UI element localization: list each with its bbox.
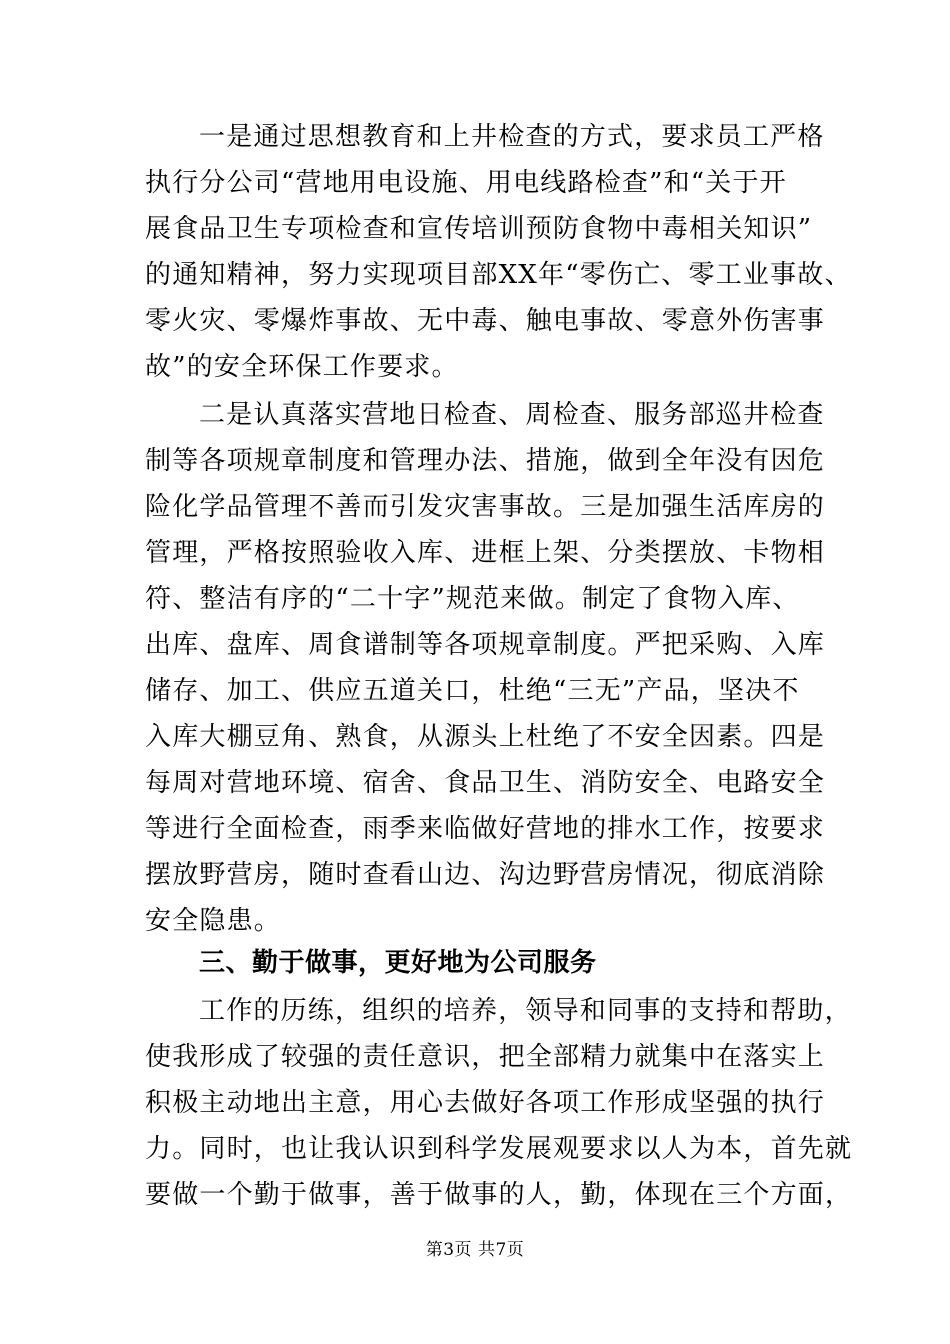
paragraph-3-line-3: 积极主动地出主意，用心去做好各项工作形成坚强的执行 xyxy=(145,1088,826,1118)
paragraph-3-line-4: 力。同时，也让我认识到科学发展观要求以人为本，首先就 xyxy=(145,1134,853,1164)
paragraph-2-line-10: 等进行全面检查，雨季来临做好营地的排水工作，按要求 xyxy=(145,814,826,844)
paragraph-1-line-1: 一是通过思想教育和上井检查的方式，要求员工严格 xyxy=(199,122,825,152)
paragraph-2-line-3: 险化学品管理不善而引发灾害事故。三是加强生活库房的 xyxy=(145,492,826,522)
paragraph-1-line-2: 执行分公司“营地用电设施、用电线路检查”和“关于开 xyxy=(145,168,787,198)
paragraph-2-line-8: 入库大棚豆角、熟食，从源头上杜绝了不安全因素。四是 xyxy=(145,722,826,752)
paragraph-1-line-6: 故”的安全环保工作要求。 xyxy=(145,352,459,382)
paragraph-2-line-7: 储存、加工、供应五道关口，杜绝“三无”产品，坚决不 xyxy=(145,676,800,706)
paragraph-2-line-1: 二是认真落实营地日检查、周检查、服务部巡井检查 xyxy=(199,400,825,430)
paragraph-2-line-11: 摆放野营房，随时查看山边、沟边野营房情况，彻底消除 xyxy=(145,860,826,890)
paragraph-1-line-3: 展食品卫生专项检查和宣传培训预防食物中毒相关知识” xyxy=(145,214,813,244)
paragraph-3-line-5: 要做一个勤于做事，善于做事的人，勤，体现在三个方面， xyxy=(145,1180,853,1210)
paragraph-1-line-4: 的通知精神，努力实现项目部XX年“零伤亡、零工业事故、 xyxy=(145,260,852,290)
paragraph-3-line-1: 工作的历练，组织的培养，领导和同事的支持和帮助， xyxy=(199,996,852,1026)
page-number-footer: 第3页 共7页 xyxy=(425,1240,525,1260)
section-heading: 三、勤于做事，更好地为公司服务 xyxy=(199,948,597,978)
paragraph-2-line-6: 出库、盘库、周食谱制等各项规章制度。严把采购、入库 xyxy=(145,630,826,660)
paragraph-2-line-5: 符、整洁有序的“二十字”规范来做。制定了食物入库、 xyxy=(145,584,800,614)
paragraph-2-line-4: 管理，严格按照验收入库、进框上架、分类摆放、卡物相 xyxy=(145,538,826,568)
paragraph-3-line-2: 使我形成了较强的责任意识，把全部精力就集中在落实上 xyxy=(145,1042,826,1072)
paragraph-2-line-2: 制等各项规章制度和管理办法、措施，做到全年没有因危 xyxy=(145,446,826,476)
paragraph-1-line-5: 零火灾、零爆炸事故、无中毒、触电事故、零意外伤害事 xyxy=(145,306,826,336)
paragraph-2-line-12: 安全隐患。 xyxy=(145,906,282,936)
paragraph-2-line-9: 每周对营地环境、宿舍、食品卫生、消防安全、电路安全 xyxy=(145,768,826,798)
